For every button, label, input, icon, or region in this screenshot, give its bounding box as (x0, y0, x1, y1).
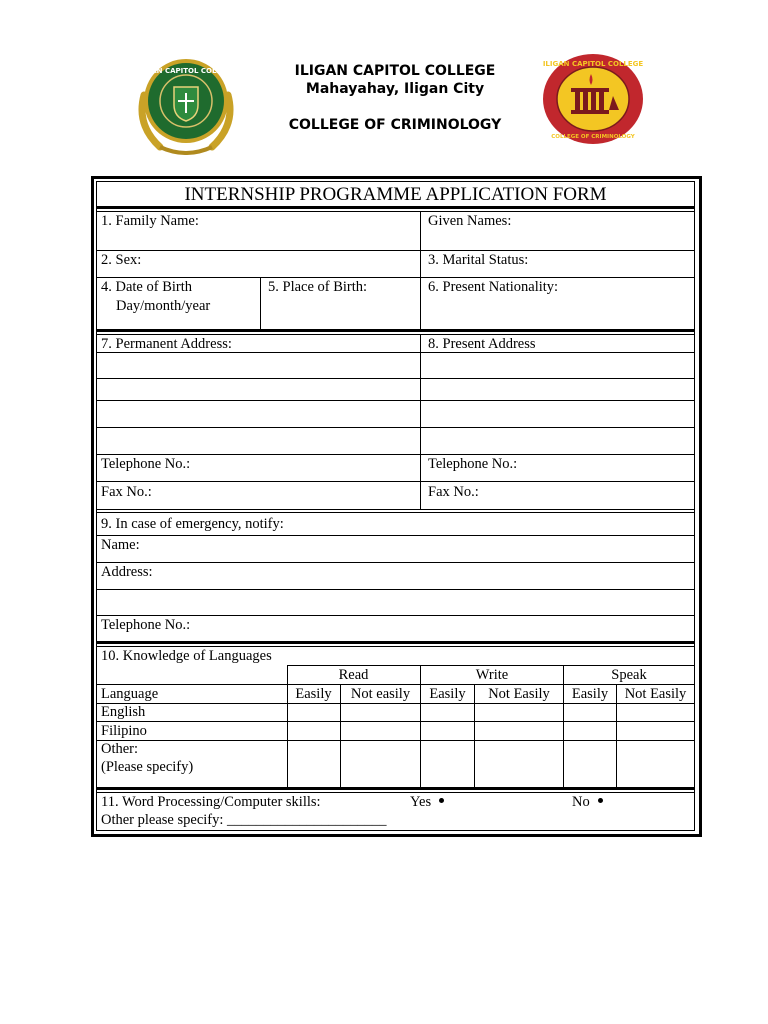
emergency-address-label: Address: (101, 564, 153, 580)
section4-thin-rule (96, 792, 695, 793)
left-college-seal (130, 55, 242, 155)
lang-row-filipino: Filipino (101, 723, 147, 739)
no-label: No (572, 794, 590, 810)
address-line-2 (96, 378, 695, 379)
section3-thin-rule (96, 646, 695, 647)
dob-col-divider (260, 277, 261, 330)
yes-option[interactable] (410, 794, 444, 811)
lang-vline-read-mid (340, 684, 341, 788)
section1-thick-rule (96, 329, 695, 332)
address-col-divider (420, 334, 421, 510)
section1-thin-rule (96, 334, 695, 335)
dob-format-label: Day/month/year (116, 298, 211, 314)
marital-status-label: 3. Marital Status: (428, 252, 529, 268)
section3-thick-rule (96, 641, 695, 644)
title-thick-rule (96, 206, 695, 209)
form-title: INTERNSHIP PROGRAMME APPLICATION FORM (184, 184, 607, 205)
telephone-rule (96, 481, 695, 482)
yes-bullet-icon (439, 798, 444, 803)
yes-label: Yes (410, 794, 432, 810)
title-thin-rule (96, 211, 695, 212)
no-bullet-icon (598, 798, 603, 803)
lang-vline-read (287, 665, 288, 788)
address-line-1 (96, 352, 695, 353)
section2-thin-rule-b (96, 512, 695, 513)
right-seal-subtext: COLLEGE OF CRIMINOLOGY (551, 134, 635, 140)
row2-rule (96, 277, 695, 278)
section1-col-divider (420, 211, 421, 330)
section2-thin-rule-a (96, 509, 695, 510)
emergency-rule-1 (96, 535, 695, 536)
address-line-3 (96, 400, 695, 401)
permanent-address-label: 7. Permanent Address: (101, 336, 232, 352)
lang-vline-write (420, 665, 421, 788)
lang-header-rule (96, 684, 695, 685)
row1-rule (96, 250, 695, 251)
family-name-label: 1. Family Name: (101, 213, 199, 229)
emergency-telephone-label: Telephone No.: (101, 617, 191, 633)
present-telephone-label: Telephone No.: (428, 456, 518, 472)
lang-vline-speak (563, 665, 564, 788)
no-option[interactable] (572, 794, 603, 811)
present-fax-label: Fax No.: (428, 484, 479, 500)
place-of-birth-label: 5. Place of Birth: (268, 279, 368, 295)
right-criminology-seal (541, 52, 645, 146)
dob-label: 4. Date of Birth (101, 279, 193, 295)
lang-row-rule-3 (96, 740, 695, 741)
section4-thick-rule (96, 787, 695, 790)
left-seal-text: ILIGAN CAPITOL COLLEGE (135, 67, 237, 75)
emergency-rule-4 (96, 615, 695, 616)
sex-label: 2. Sex: (101, 252, 142, 268)
lang-vline-speak-mid (616, 684, 617, 788)
college-name: ILIGAN CAPITOL COLLEGE (294, 63, 496, 79)
lang-read-easily: Easily (295, 686, 332, 702)
lang-group-speak: Speak (611, 667, 647, 683)
lang-group-read: Read (338, 667, 369, 683)
languages-title: 10. Knowledge of Languages (101, 648, 272, 664)
other-specify-label: Other please specify: ______________________ (101, 812, 387, 828)
lang-read-not-easily: Not easily (350, 686, 411, 702)
lang-speak-easily: Easily (571, 686, 609, 702)
lang-row-rule-1 (96, 703, 695, 704)
college-location: Mahayahay, Iligan City (305, 81, 485, 97)
permanent-fax-label: Fax No.: (101, 484, 152, 500)
right-seal-text: ILIGAN CAPITOL COLLEGE (542, 60, 644, 68)
nationality-label: 6. Present Nationality: (428, 279, 559, 295)
lang-vline-write-mid (474, 684, 475, 788)
department-name: COLLEGE OF CRIMINOLOGY (288, 117, 502, 133)
lang-row-other-note: (Please specify) (101, 759, 194, 775)
given-names-label: Given Names: (428, 213, 512, 229)
lang-speak-not-easily: Not Easily (624, 686, 687, 702)
lang-write-not-easily: Not Easily (488, 686, 550, 702)
lang-write-easily: Easily (429, 686, 466, 702)
computer-skills-label: 11. Word Processing/Computer skills: (101, 794, 321, 810)
lang-col-language: Language (101, 686, 159, 702)
lang-row-rule-2 (96, 721, 695, 722)
emergency-rule-3 (96, 589, 695, 590)
address-line-5 (96, 454, 695, 455)
emergency-name-label: Name: (101, 537, 140, 553)
lang-row-english: English (101, 704, 146, 720)
emergency-rule-2 (96, 562, 695, 563)
lang-row-other: Other: (101, 741, 139, 757)
lang-group-top-rule (287, 665, 695, 666)
emergency-label: 9. In case of emergency, notify: (101, 516, 284, 532)
present-address-label: 8. Present Address (428, 336, 536, 352)
lang-group-write: Write (475, 667, 509, 683)
address-line-4 (96, 427, 695, 428)
permanent-telephone-label: Telephone No.: (101, 456, 191, 472)
